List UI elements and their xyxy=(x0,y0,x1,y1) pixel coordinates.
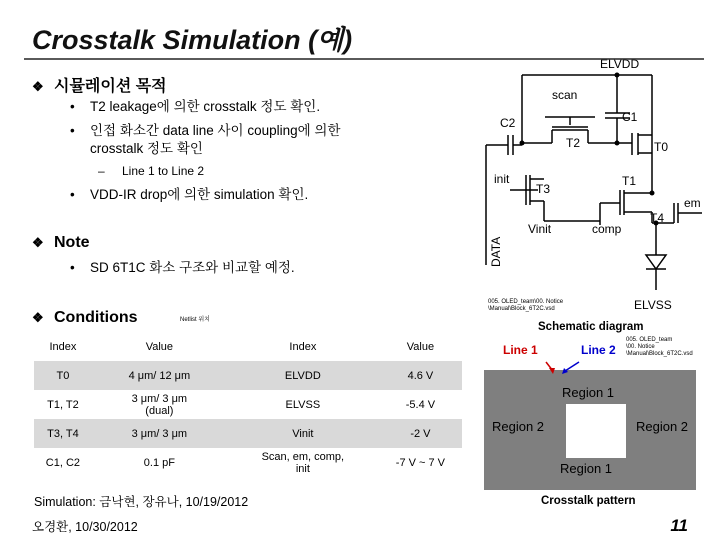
label-vinit: Vinit xyxy=(528,222,552,236)
table-cell: 0.1 pF xyxy=(143,456,175,469)
conditions-table xyxy=(34,333,462,477)
diamond-bullet-icon: ❖ xyxy=(32,79,44,94)
table-cell-text: 3 μm/ 3 μm (dual) xyxy=(131,392,188,417)
label-c1: C1 xyxy=(622,110,638,124)
table-cell xyxy=(227,448,379,477)
label-t4: T4 xyxy=(650,211,665,225)
note-heading-text: Note xyxy=(54,234,90,251)
table-cell: T0 xyxy=(34,361,92,390)
region-1-bottom: Region 1 xyxy=(560,461,613,476)
netlist-note: Netlist 위치 xyxy=(180,317,210,323)
purpose-bullet-2-cont: crosstalk 정도 확인 xyxy=(90,141,203,156)
pattern-center-window xyxy=(566,404,626,458)
pattern-caption: Crosstalk pattern xyxy=(541,495,636,507)
label-t0: T0 xyxy=(654,140,669,154)
path-line: \Manual\Block_6T2C.vsd xyxy=(626,351,693,357)
purpose-bullet-1-text: T2 leakage에 의한 crosstalk 정도 확인. xyxy=(90,99,321,114)
label-em: em xyxy=(684,196,701,210)
conditions-heading-text: Conditions xyxy=(54,309,138,326)
table-cell xyxy=(92,390,227,419)
table-row xyxy=(34,448,462,477)
label-elvss: ELVSS xyxy=(634,298,672,312)
conditions-heading xyxy=(32,309,138,327)
region-1-top: Region 1 xyxy=(562,385,615,400)
table-cell: -7 V ~ 7 V xyxy=(395,456,446,469)
line-2-arrow xyxy=(565,362,579,371)
line-2-label: Line 2 xyxy=(581,343,616,357)
table-row xyxy=(34,361,462,390)
table-cell: 3 μm/ 3 μm xyxy=(92,419,227,448)
purpose-sub-text: Line 1 to Line 2 xyxy=(122,164,205,178)
path-line: \00. Notice xyxy=(626,344,655,350)
region-2-left: Region 2 xyxy=(492,419,545,434)
note-bullet-text: SD 6T1C 화소 구조와 비교할 예정. xyxy=(90,260,295,275)
table-cell: T1, T2 xyxy=(47,398,79,411)
label-elvdd: ELVDD xyxy=(600,57,640,71)
note-heading xyxy=(32,234,90,252)
path-line: 005. OLED_team xyxy=(626,337,673,343)
table-cell: ELVSS xyxy=(285,398,321,411)
schematic-diagram xyxy=(470,55,718,315)
purpose-heading xyxy=(32,73,167,96)
label-t1: T1 xyxy=(622,174,637,188)
table-cell-text: Scan, em, comp, init xyxy=(261,450,345,475)
schematic-caption: Schematic diagram xyxy=(538,321,644,333)
purpose-bullet-1: • T2 leakage에 의한 crosstalk 정도 확인. xyxy=(70,99,321,114)
page-title: Crosstalk Simulation (예) xyxy=(32,25,353,55)
path-line: \Manual\Block_6T2C.vsd xyxy=(488,306,555,312)
table-cell: Vinit xyxy=(227,419,379,448)
label-t3: T3 xyxy=(536,182,551,196)
purpose-bullet-2: • 인접 화소간 data line 사이 coupling에 의한 xyxy=(70,123,341,138)
schematic-path-note xyxy=(488,299,563,313)
label-c2: C2 xyxy=(500,116,516,130)
page-number: 11 xyxy=(670,516,688,535)
table-cell: 4 μm/ 12 μm xyxy=(92,361,227,390)
purpose-sub-bullet: – Line 1 to Line 2 xyxy=(98,164,205,178)
table-cell: -2 V xyxy=(379,419,462,448)
table-cell: 4.6 V xyxy=(379,361,462,390)
purpose-bullet-2-text: 인접 화소간 data line 사이 coupling에 의한 xyxy=(90,123,341,138)
table-cell: T3, T4 xyxy=(34,419,92,448)
crosstalk-pattern xyxy=(484,354,700,492)
table-row xyxy=(34,390,462,419)
table-header-row xyxy=(34,333,462,361)
purpose-bullet-3-text: VDD-IR drop에 의한 simulation 확인. xyxy=(90,187,309,202)
purpose-bullet-3: • VDD-IR drop에 의한 simulation 확인. xyxy=(70,187,309,202)
header-cell: Index xyxy=(289,341,317,353)
label-scan: scan xyxy=(552,88,578,102)
table-cell: C1, C2 xyxy=(45,456,81,469)
path-line: 005. OLED_team\00. Notice xyxy=(488,299,564,305)
table-cell: -5.4 V xyxy=(405,398,436,411)
author-credit: 오경환, 10/30/2012 xyxy=(32,520,138,534)
purpose-heading-text: 시뮬레이션 목적 xyxy=(54,78,167,95)
header-cell: Value xyxy=(406,341,435,353)
diamond-bullet-icon: ❖ xyxy=(32,310,44,325)
label-data: DATA xyxy=(489,236,503,267)
table-cell: ELVDD xyxy=(227,361,379,390)
header-cell: Value xyxy=(145,341,174,353)
note-bullet: • SD 6T1C 화소 구조와 비교할 예정. xyxy=(70,260,295,275)
diamond-bullet-icon: ❖ xyxy=(32,235,44,250)
region-2-right: Region 2 xyxy=(636,419,689,434)
simulation-credit: Simulation: 금낙현, 장유나, 10/19/2012 xyxy=(34,495,249,509)
header-cell: Index xyxy=(49,341,77,353)
line-1-label: Line 1 xyxy=(503,343,538,357)
label-t2: T2 xyxy=(566,136,581,150)
table-row xyxy=(34,419,462,448)
label-init: init xyxy=(494,172,510,186)
label-comp: comp xyxy=(592,222,622,236)
